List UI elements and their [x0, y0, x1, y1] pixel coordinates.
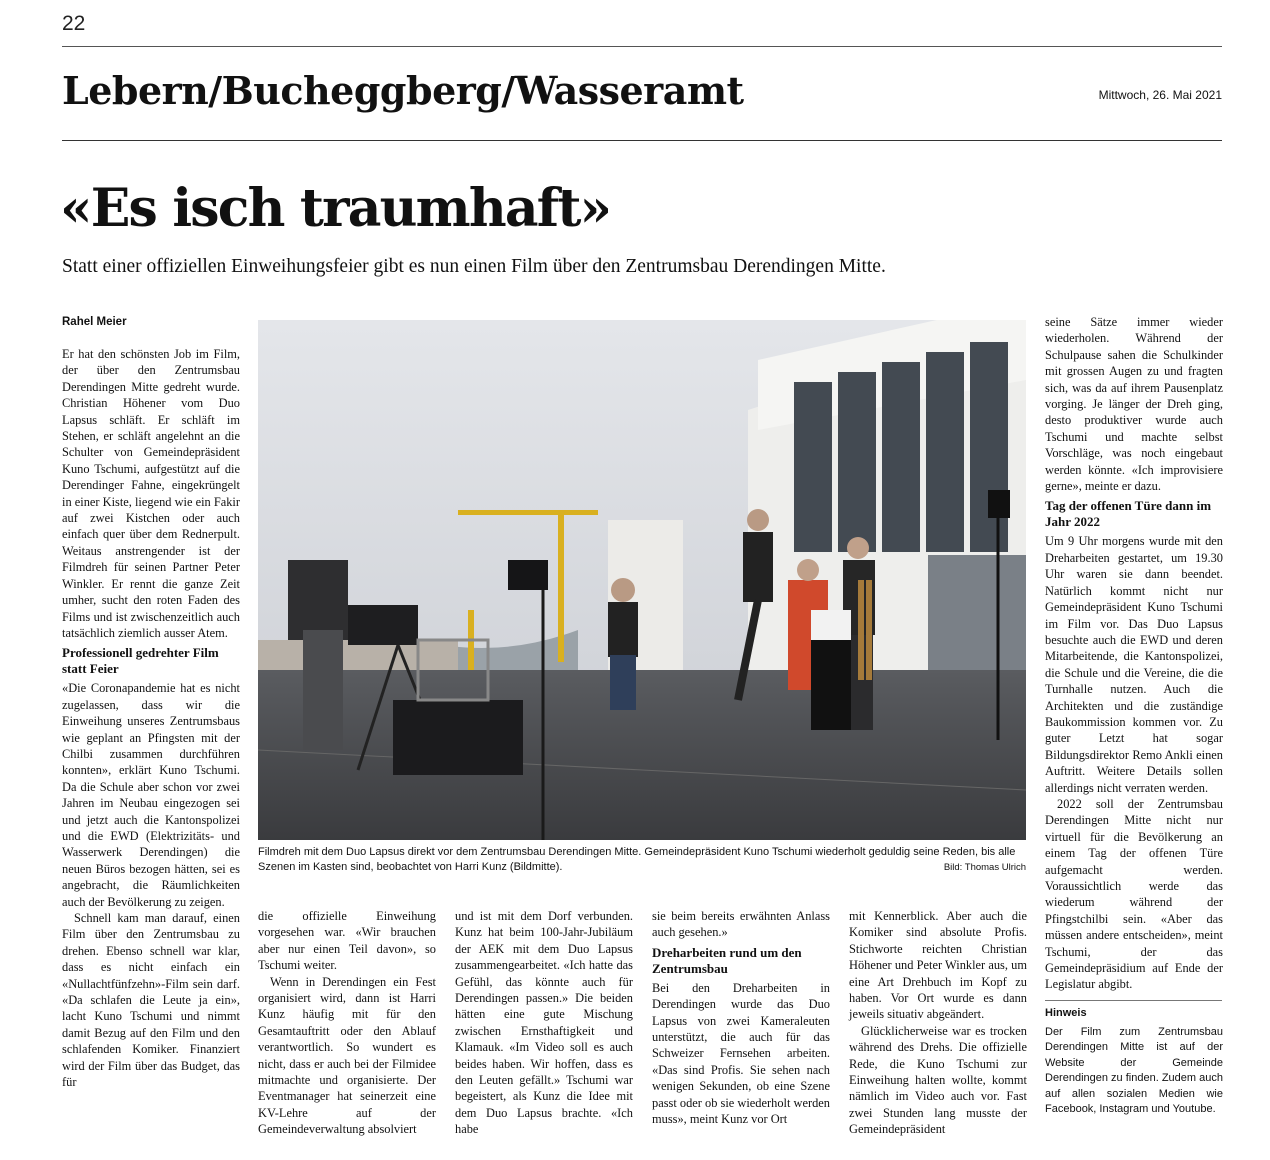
paragraph: und ist mit dem Dorf verbunden. Kunz hat beim 100-Jahr-Jubiläum der AEK mit dem Duo Lapsus zusammengearbeitet. «Ich hatte das Gefühl, das könnte auch für Derendingen passen.» Die beiden hätten eine gute Mischung zwischen Ernsthaftigkeit und Klamauk. «Im Video soll es auch beides haben. Wir hoffen, dass es den Leuten gefällt.» Tschumi war begeistert, als Kunz die Idee mit dem Duo Lapsus brachte. «Ich habe — [455, 909, 633, 1137]
photo-credit: Bild: Thomas Ulrich — [943, 862, 1026, 873]
headline: «Es isch traumhaft» — [60, 178, 611, 239]
film-shoot-photo — [258, 320, 1026, 840]
caption-text: Filmdreh mit dem Duo Lapsus direkt vor dem Zentrumsbau Derendingen Mitte. Gemeindepräsident Kuno Tschumi wiederholt geduldig seine Reden, bis alle Szenen im Kasten sind, beobachtet von Harri Kunz (Bildmitte). — [258, 846, 1016, 873]
subheadline: Statt einer offiziellen Einweihungsfeier gibt es nun einen Film über den Zentrumsbau Derendingen Mitte. — [62, 256, 886, 277]
paragraph: sie beim bereits erwähnten Anlass auch gesehen.» — [652, 909, 830, 940]
hinweis-title: Hinweis — [1045, 1007, 1087, 1019]
column-5 — [849, 908, 1027, 1138]
article-photo — [258, 320, 1026, 840]
top-rule — [62, 46, 1222, 47]
page-number: 22 — [62, 12, 86, 35]
paragraph: Er hat den schönsten Job im Film, der über den Zentrumsbau Derendingen Mitte gedreht wurde. Christian Höhener vom Duo Lapsus schläft. Er schläft im Stehen, er schläft angelehnt an die Schulter von Gemeindepräsident Kuno Tschumi, aufgestützt auf die Derendinger Fahne, eingekrüngelt in einer Kiste, liegend wie ein Fakir auf zwei Kistchen oder auch einfach quer über dem Rednerpult. Weitaus anstrengender ist der Filmdreh für seinen Partner Peter Winkler. Er rennt die ganze Zeit umher, sucht den roten Faden des Films und ist zwischenzeitlich auch tatsächlich ziemlich ausser Atem. — [62, 347, 240, 640]
paragraph: seine Sätze immer wieder wiederholen. Während der Schulpause sahen die Schulkinder mit grossen Augen zu und fragten sich, was da auf ihrem Pausenplatz vorging. Je länger der Dreh ging, desto produktiver wurde auch Tschumi und machte selbst Vorschläge, was noch eingebaut werden könnte. «Ich improvisiere gerne», meinte er dazu. — [1045, 315, 1223, 494]
column-1 — [62, 346, 240, 1090]
intertitle: Professionell gedrehter Film statt Feier — [62, 645, 219, 677]
paragraph: Schnell kam man darauf, einen Film über den Zentrumsbau zu drehen. Ebenso schnell war klar, dass es nicht einfach ein «Nullachtfünfzehn»-Film sein darf. «Da schlafen die Leute ja ein», lacht Kuno Tschumi und nimmt damit Bezug auf den Film und den schlafenden Komiker. Finanziert wird der Film über das Budget, das für — [62, 911, 240, 1090]
photo-caption — [258, 845, 1026, 875]
paragraph: Um 9 Uhr morgens wurde mit den Dreharbeiten gestartet, um 19.30 Uhr waren sie dann beendet. Natürlich kommt nicht nur Gemeindepräsident Kuno Tschumi im Film vor. Das Duo Lapsus besuchte auch die EWD und deren Mitarbeitende, die Kantonspolizei, die Schule und die Vereine, die die Turnhalle nutzen. Auch die Architekten und die zuständige Baukommission kommen vor. Zu guter Letzt hat sogar Bildungsdirektor Remo Ankli einen Auftritt. Weitere Details sollen allerdings nicht verraten werden. — [1045, 534, 1223, 795]
paragraph: Bei den Dreharbeiten in Derendingen wurde das Duo Lapsus von zwei Kameraleuten unterstützt, die auch für das Schweizer Fernsehen arbeiten. «Das sind Profis. Sie sehen nach wenigen Sekunden, ob eine Szene passt oder ob sie wiederholt werden muss», meint Kunz vor Ort — [652, 980, 830, 1127]
issue-date: Mittwoch, 26. Mai 2021 — [1098, 88, 1222, 102]
column-2 — [258, 908, 436, 1138]
hinweis-rule — [1045, 1000, 1222, 1001]
intertitle: Dreharbeiten rund um den Zentrumsbau — [652, 944, 802, 976]
author: Rahel Meier — [62, 316, 127, 328]
intertitle: Tag der offenen Türe dann im Jahr 2022 — [1045, 498, 1212, 530]
paragraph: 2022 soll der Zentrumsbau Derendingen Mitte nicht nur virtuell für die Bevölkerung an einem Tag der offenen Türe aufgemacht werden. Voraussichtlich werde das wiederum während der Pfingstchilbi sein. «Aber das müssen andere entscheiden», meint Tschumi, der das Gemeindepräsidium auf Ende der Legislatur abgibt. — [1045, 796, 1223, 992]
paragraph: die offizielle Einweihung vorgesehen war. «Wir brauchen aber nur einen Teil davon», so Tschumi weiter. — [258, 909, 436, 973]
section-rule — [62, 140, 1222, 141]
paragraph: Wenn in Derendingen ein Fest organisiert wird, dann ist Harri Kunz häufig mit für den Gesamtauftritt oder den Ablauf verantwortlich. So wundert es nicht, dass er auch bei der Filmidee mitmachte und organisierte. Der Eventmanager hat seinerzeit eine KV-Lehre auf der Gemeindeverwaltung absolviert — [258, 974, 436, 1137]
paragraph: «Die Coronapandemie hat es nicht zugelassen, dass wir die Einweihung unseres Zentrumsbaus wie geplant an Pfingsten mit der Chilbi zusammen durchführen konnten», erklärt Kuno Tschumi. Da die Schule aber schon vor zwei Jahren im Neubau eingezogen sei und jetzt auch die Kantonspolizei und die EWD (Elektrizitäts- und Wasserwerk Derendingen) die neuen Büros bezogen hätten, sei es angebracht, die Räumlichkeiten auch der Bevölkerung zu zeigen. — [62, 681, 240, 909]
column-3 — [455, 908, 633, 1138]
hinweis-text: Der Film zum Zentrumsbau Derendingen Mitte ist auf der Website der Gemeinde Derendingen zu finden. Zudem auch auf allen sozialen Medien wie Facebook, Instagram und Youtube. — [1045, 1025, 1223, 1115]
column-6 — [1045, 314, 1223, 993]
paragraph: Glücklicherweise war es trocken während des Drehs. Die offizielle Rede, die Kuno Tschumi zur Einweihung halten wollte, kommt nämlich im Video auch vor. Fast zwei Stunden lang musste der Gemeindepräsident — [849, 1023, 1027, 1137]
section-title: Lebern/Bucheggberg/Wasseramt — [62, 68, 744, 113]
hinweis-box — [1045, 1006, 1223, 1118]
paragraph: mit Kennerblick. Aber auch die Komiker sind absolute Profis. Stichworte reichten Christian Höhener und Peter Winkler aus, um eine Art Drehbuch im Kopf zu haben. Vor Ort wurde es dann jeweils situativ abgeändert. — [849, 909, 1027, 1022]
column-4 — [652, 908, 830, 1127]
